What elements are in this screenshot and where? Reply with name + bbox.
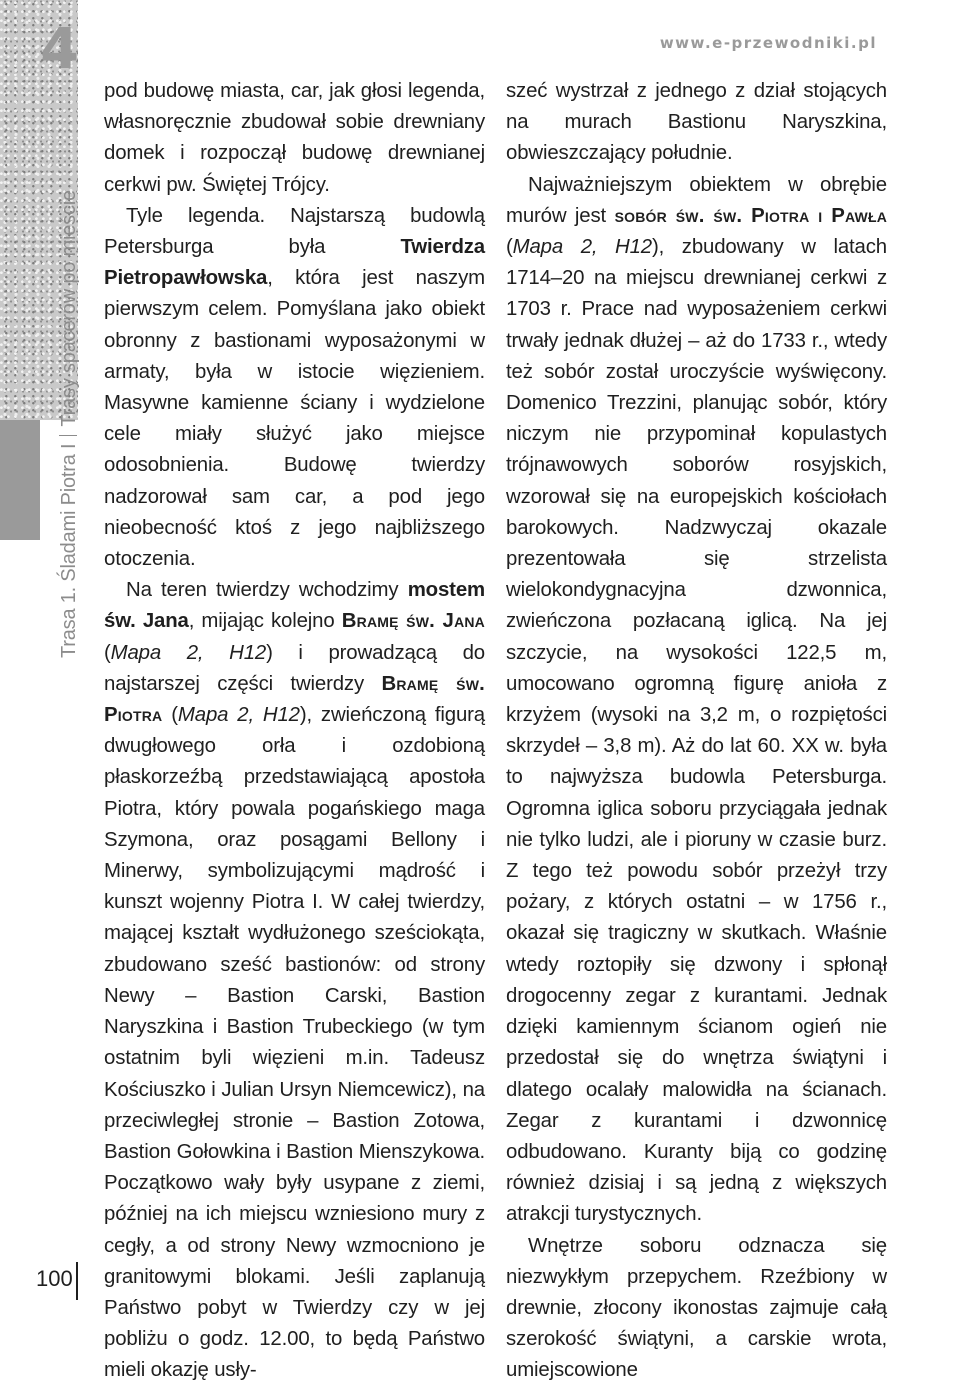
text-run: Tyle legenda. Najstarszą budowlą Petersburga była: [104, 204, 485, 259]
text-run: Na teren twierdzy wchodzimy: [126, 579, 408, 602]
side-caption-divider: [59, 435, 77, 436]
text-run: , mijając kolejno: [188, 610, 342, 633]
side-caption-route: Trasa 1. Śladami Piotra I: [58, 443, 80, 658]
bold-term-twierdza: Twierdza Pietropawłowska: [104, 236, 485, 290]
smallcaps-term-sobor: sobór św. św. Piotra i Pawła: [614, 204, 888, 227]
text-run: ), zbudowany w latach 1714–20 na miejscu drewnianej cerkwi z 1703 r. Prace nad wyposażeniem cerkwi trwały jednak dłużej – aż do 1733 r., wtedy też sobór został uroczyście wyświęcony. Domenico Trezzini, planując sobór, który niczym nie przypominał kopulastych trójnawowych soborów rosyjskich, wzorował się na europejskich kościołach barokowych. Nadzwyczaj okazale prezentowała się strzelista wielokondygnacyjna dzwonnica, zwieńczona pozłacaną iglicą. Na jej szczycie, na wysokości 122,5 m, umocowano ogromną figurę anioła z krzyżem (wysoki na 3,2 m, o rozpiętości skrzydeł – 3,8 m). Aż do lat 60. XX w. była to najwyższa budowla Petersburga. Ogromna iglica soboru przyciągała jednak nie tylko ludzi, ale i pioruny w czasie burz. Z tego też powodu sobór przeżył trzy pożary, z których ostatni – w 1756 r., okazał się tragiczny w skutkach. Właśnie wtedy roztopiły się dzwony i spłonął drogocenny zegar z kurantami. Jednak dzięki kamiennym ścianom ogień nie przedostał się do wnętrza świątyni i dlatego ocalały malowidła na ścianach. Zegar z kurantami i dzwonnicę odbudowano. Kuranty biją co godzinę również dzisiaj i są jedną z większych atrakcji turystycznych.: [506, 236, 887, 1226]
paragraph-left-1: pod budowę miasta, car, jak głosi legenda, własnoręcznie zbudował sobie drewniany domek i rozpoczął budowę drewnianej cerkwi pw. Świętej Trójcy.: [104, 80, 485, 196]
left-text-column: [104, 76, 485, 1387]
paragraph-right-1: szeć wystrzał z jednego z dział stojących na murach Bastionu Naryszkina, obwieszczający południe.: [506, 80, 887, 165]
map-reference: Mapa 2, H12: [177, 704, 300, 727]
text-run: ) i prowadzącą do najstarszej części twierdzy: [104, 641, 485, 695]
smallcaps-term-brama-jana: Bramę św. Jana: [341, 610, 485, 633]
paragraph-left-3: [104, 575, 485, 1386]
chapter-tab-marker: [0, 420, 40, 540]
bold-term-most: mostem św. Jana: [104, 579, 485, 633]
text-run: (: [506, 236, 513, 259]
text-run: Najważniejszym obiektem w obrębie murów jest: [506, 173, 887, 227]
map-reference: Mapa 2, H12: [512, 236, 652, 259]
chapter-number: 4: [40, 17, 79, 82]
side-running-caption: [58, 190, 81, 658]
text-run: ), zwieńczoną figurą dwugłowego orła i ozdobioną płaskorzeźbą przedstawiającą apostoła Piotra, który powala pogańskiego maga Szymona, oraz posągami Bellony i Minerwy, symbolizującymi mądrość i kunszt wojenny Piotra I. W całej twierdzy, mającej kształt wydłużonego sześciokąta, zbudowano sześć bastionów: od strony Newy – Bastion Carski, Bastion Naryszkina i Bastion Trubeckiego (w tym ostatnim byli więzieni m.in. Tadeusz Kościuszko i Julian Ursyn Niemcewicz), na przeciwległej stronie – Bastion Zotowa, Bastion Gołowkina i Bastion Mienszykowa. Początkowo wały były usypane z ziemi, później na ich miejscu wzniesiono mury z cegły, a od strony Newy wzmocniono je granitowymi blokami. Jeśli zaplanują Państwo pobyt w Twierdzy czy w jej pobliżu o godz. 12.00, to będą Państwo mieli okazję usły-: [104, 704, 485, 1382]
website-header: www.e-przewodniki.pl: [659, 34, 877, 52]
page-number: 100: [36, 1266, 73, 1291]
smallcaps-term-brama-piotra: Bramę św. Piotra: [104, 672, 485, 727]
paragraph-left-2: [104, 201, 485, 575]
map-reference: Mapa 2, H12: [110, 641, 267, 664]
text-run: (: [104, 641, 111, 664]
right-text-column: [506, 76, 887, 1387]
side-caption-section: Trasy spacerów po mieście: [58, 190, 80, 427]
page-number-rule: [76, 1262, 78, 1300]
paragraph-right-3: Wnętrze soboru odznacza się niezwykłym przepychem. Rzeźbiony w drewnie, złocony ikonostas zajmuje całą szerokość świątyni, a carskie wrota, umiejscowione: [506, 1234, 887, 1382]
paragraph-right-2: [506, 170, 887, 1231]
text-run: , która jest naszym pierwszym celem. Pomyślana jako obiekt obronny z bastionami wyposażonymi w armaty, była w istocie więzieniem. Masywne kamienne ściany i wydzielone cele miały służyć jako miejsce odosobnienia. Budowę twierdzy nadzorował sam car, a pod jego nieobecność ktoś z jego najbliższego otoczenia.: [104, 267, 485, 571]
text-run: (: [162, 704, 178, 727]
